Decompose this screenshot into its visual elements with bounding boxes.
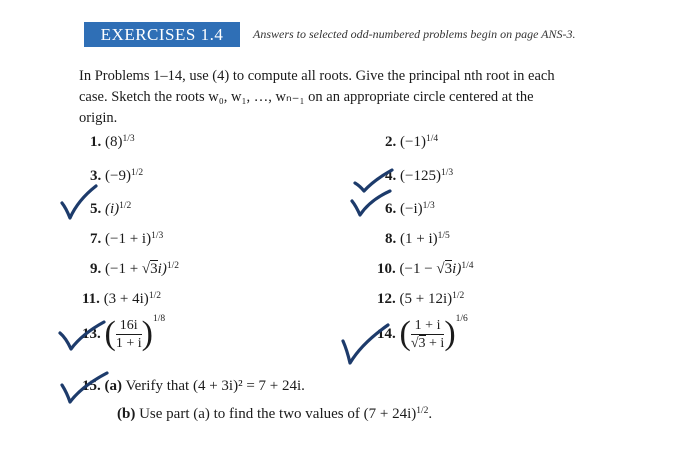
problem-13 bbox=[82, 315, 165, 353]
problem-expression: (1 + i) bbox=[400, 231, 438, 247]
section-title-badge: EXERCISES 1.4 bbox=[84, 22, 240, 47]
problem-14 bbox=[377, 315, 468, 353]
problem-expression: (−1 + i) bbox=[105, 231, 152, 247]
problem-11 bbox=[82, 289, 161, 309]
problem-4 bbox=[385, 166, 453, 186]
problem-15 bbox=[82, 376, 305, 396]
problem-6 bbox=[385, 199, 435, 219]
problem-9 bbox=[90, 259, 179, 279]
problem-exponent: 1/3 bbox=[122, 134, 135, 144]
problem-number: 7. bbox=[90, 231, 102, 247]
part-b-text: Use part (a) to find the two values of (7 + 24i) bbox=[139, 406, 417, 422]
sqrt-sign: √ bbox=[410, 335, 419, 351]
part-a-text: Verify that (4 + 3i)² = 7 + 24i. bbox=[125, 378, 305, 394]
problem-exponent: 1/2 bbox=[130, 168, 144, 178]
part-a-label: (a) bbox=[104, 378, 122, 394]
problem-3 bbox=[90, 166, 143, 186]
instructions-line-1: In Problems 1–14, use (4) to compute all roots. Give the principal nth root in each bbox=[79, 68, 555, 84]
instructions-paragraph bbox=[79, 66, 669, 129]
problem-exponent: 1/2 bbox=[166, 261, 179, 271]
part-b-end: . bbox=[428, 406, 433, 422]
problem-number: 13. bbox=[82, 326, 101, 342]
sqrt-sign: √ bbox=[141, 261, 151, 277]
fraction-denominator bbox=[411, 335, 444, 352]
fraction bbox=[116, 317, 142, 352]
problem-expression-start: (−1 − bbox=[399, 261, 437, 277]
problem-number: 8. bbox=[385, 231, 397, 247]
problem-8 bbox=[385, 229, 450, 249]
problem-1 bbox=[90, 132, 135, 152]
problem-number: 15. bbox=[82, 378, 101, 394]
sqrt-radicand: 3 bbox=[150, 261, 158, 277]
left-paren: ( bbox=[104, 315, 116, 352]
problem-expression: (−1) bbox=[400, 134, 426, 150]
fraction-numerator: 1 + i bbox=[414, 317, 441, 333]
right-paren: ) bbox=[141, 315, 153, 352]
problem-expression-end: i) bbox=[157, 261, 167, 277]
problem-number: 6. bbox=[385, 201, 397, 217]
problem-number: 3. bbox=[90, 168, 102, 184]
problem-12 bbox=[377, 289, 464, 309]
problem-expression: (i) bbox=[105, 201, 120, 217]
problem-10 bbox=[377, 259, 473, 279]
problem-number: 9. bbox=[90, 261, 102, 277]
problem-2 bbox=[385, 132, 438, 152]
fraction-numerator: 16i bbox=[119, 317, 138, 333]
instructions-line-2: case. Sketch the roots w₀, w₁, …, wₙ₋₁ on an appropriate circle centered at the bbox=[79, 89, 534, 105]
problem-expression: (8) bbox=[105, 134, 123, 150]
answers-note: Answers to selected odd-numbered problems begin on page ANS-3. bbox=[253, 27, 576, 41]
problem-number: 12. bbox=[377, 291, 396, 307]
problem-expression: (−i) bbox=[400, 201, 423, 217]
problem-number: 14. bbox=[377, 326, 396, 342]
problem-7 bbox=[90, 229, 163, 249]
problem-number: 2. bbox=[385, 134, 397, 150]
problem-number: 5. bbox=[90, 201, 102, 217]
problem-exponent: 1/5 bbox=[437, 231, 450, 241]
denominator-tail: + i bbox=[425, 335, 445, 351]
problem-expression-start: (−1 + bbox=[105, 261, 142, 277]
problem-expression: (3 + 4i) bbox=[103, 291, 149, 307]
left-paren: ( bbox=[399, 315, 411, 352]
problem-exponent: 1/3 bbox=[151, 231, 164, 241]
part-b-label: (b) bbox=[117, 406, 136, 422]
part-b-exponent: 1/2 bbox=[416, 406, 429, 416]
problem-exponent: 1/2 bbox=[119, 201, 132, 211]
problem-5 bbox=[90, 199, 131, 219]
problem-number: 10. bbox=[377, 261, 396, 277]
problem-exponent: 1/8 bbox=[152, 314, 166, 324]
problem-expression-end: i) bbox=[452, 261, 462, 277]
problem-15-part-b bbox=[117, 404, 432, 424]
fraction-denominator: 1 + i bbox=[115, 335, 142, 351]
problem-number: 4. bbox=[385, 168, 397, 184]
problem-exponent: 1/2 bbox=[148, 291, 161, 301]
problem-expression: (−9) bbox=[105, 168, 131, 184]
problem-exponent: 1/4 bbox=[425, 134, 439, 144]
problem-exponent: 1/4 bbox=[461, 261, 474, 271]
problem-exponent: 1/3 bbox=[422, 201, 435, 211]
problem-expression: (5 + 12i) bbox=[399, 291, 453, 307]
problem-exponent: 1/3 bbox=[440, 168, 454, 178]
fraction bbox=[411, 317, 444, 352]
problem-number: 11. bbox=[82, 291, 100, 307]
instructions-line-3: origin. bbox=[79, 110, 118, 126]
sqrt-radicand: 3 bbox=[444, 261, 453, 277]
problem-number: 1. bbox=[90, 134, 102, 150]
sqrt-radicand: 3 bbox=[418, 335, 426, 351]
right-paren: ) bbox=[444, 315, 456, 352]
sqrt-sign: √ bbox=[436, 261, 445, 277]
problem-exponent: 1/6 bbox=[455, 314, 468, 324]
problem-exponent: 1/2 bbox=[452, 291, 465, 301]
problem-expression: (−125) bbox=[400, 168, 441, 184]
